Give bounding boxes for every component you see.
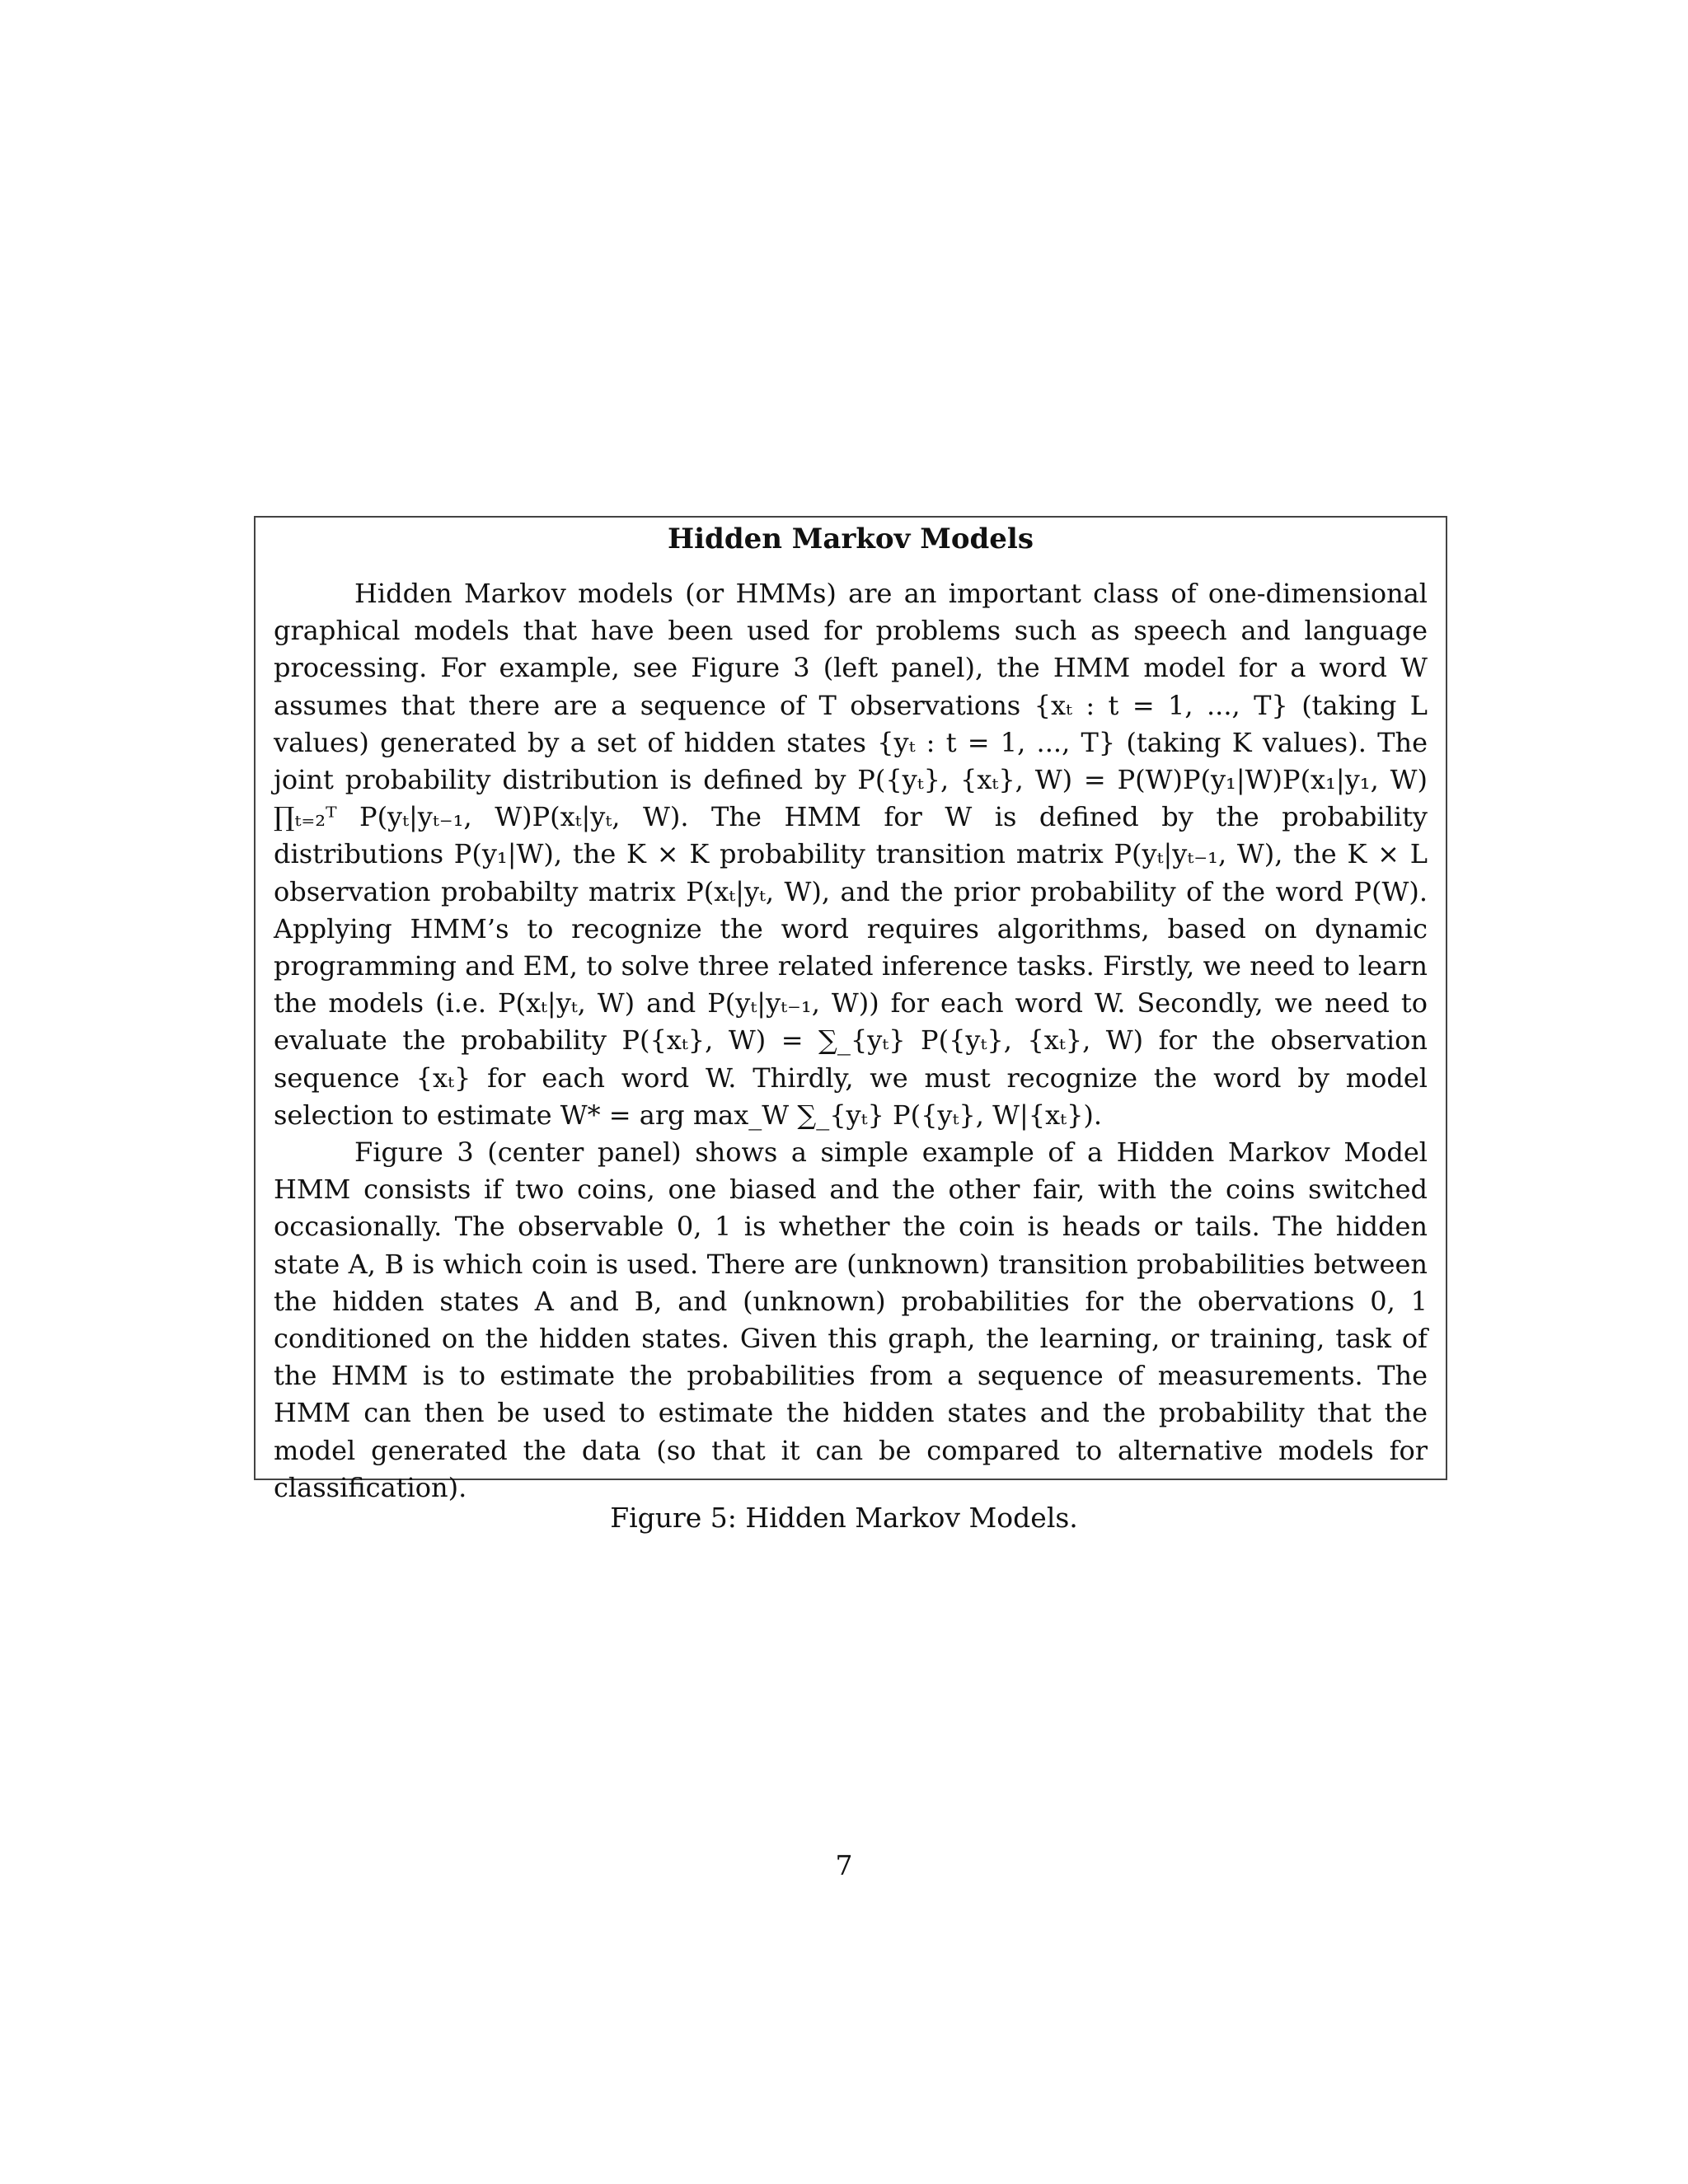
paragraph-2: Figure 3 (center panel) shows a simple example of a Hidden Markov Model HMM consists if two coins, one biased and the other fair, with the coins switched occasionally. The observable 0, 1 is whether the coin is heads or tails. The hidden state A, B is which coin is used. There are (unknown) transition probabilities between the hidden states A and B, and (unknown) probabilities for the obervations 0, 1 conditioned on the hidden states. Given this graph, the learning, or training, task of the HMM is to estimate the probabilities from a sequence of measurements. The HMM can then be used to estimate the hidden states and the probability that the model generated the data (so that it can be compared to alternative models for classification). xyxy=(274,1137,1428,1503)
page-number: 7 xyxy=(835,1849,853,1882)
figure-caption: Figure 5: Hidden Markov Models. xyxy=(610,1502,1078,1534)
hmm-box xyxy=(254,516,1447,1503)
paragraph-1: Hidden Markov models (or HMMs) are an important class of one-dimensional graphical models that have been used for problems such as speech and language processing. For example, see Figure 3 (left panel), the HMM model for a word W assumes that there are a sequence of T observations {xₜ : t = 1, ..., T} (taking L values) generated by a set of hidden states {yₜ : t = 1, ..., T} (taking K values). The joint probability distribution is defined by P({yₜ}, {xₜ}, W) = P(W)P(y₁|W)P(x₁|y₁, W) ∏ₜ₌₂ᵀ P(yₜ|yₜ₋₁, W)P(xₜ|yₜ, W). The HMM for W is defined by the probability distributions P(y₁|W), the K × K probability transition matrix P(yₜ|yₜ₋₁, W), the K × L observation probabilty matrix P(xₜ|yₜ, W), and the prior probability of the word P(W). Applying HMM’s to recognize the word requires algorithms, based on dynamic programming and EM, to solve three related inference tasks. Firstly, we need to learn the models (i.e. P(xₜ|yₜ, W) and P(yₜ|yₜ₋₁, W)) for each word W. Secondly, we need to evaluate the probability P({xₜ}, W) = ∑_{yₜ} P({yₜ}, {xₜ}, W) for the observation sequence {xₜ} for each word W. Thirdly, we must recognize the word by model selection to estimate W* = arg max_W ∑_{yₜ} P({yₜ}, W|{xₜ}). xyxy=(274,578,1428,1131)
box-title: Hidden Markov Models xyxy=(668,523,1034,555)
